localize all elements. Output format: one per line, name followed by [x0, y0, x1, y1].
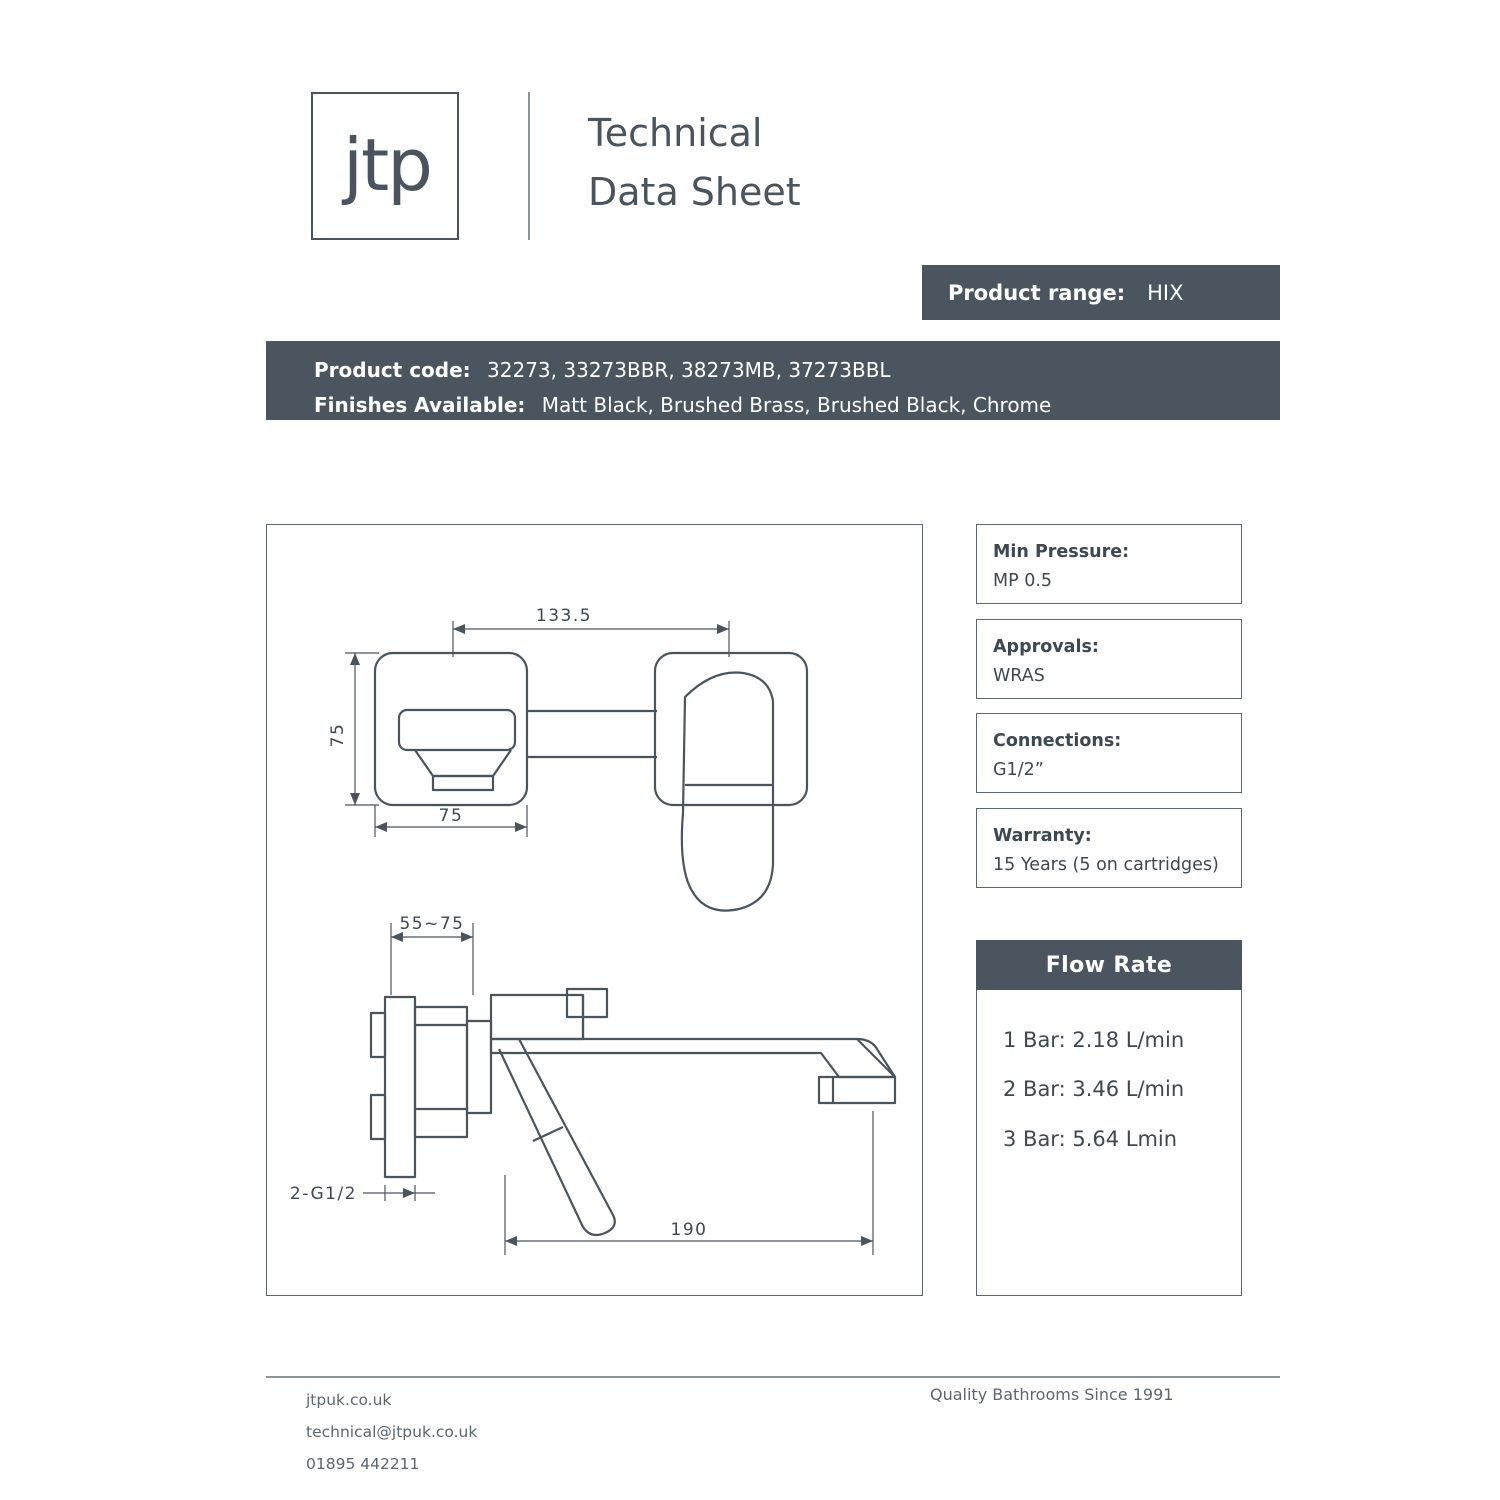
- title-line-2: Data Sheet: [588, 169, 801, 214]
- product-code-row: [314, 353, 1280, 388]
- title-line-1: Technical: [588, 111, 763, 155]
- jtp-logo: [311, 92, 459, 240]
- flow-rate-title: Flow Rate: [976, 940, 1242, 990]
- spec-approvals-value: WRAS: [993, 665, 1045, 686]
- dim-projection-label: 55~75: [399, 914, 465, 934]
- footer-phone: 01895 442211: [306, 1454, 420, 1473]
- dim-spout-label: 190: [670, 1220, 708, 1240]
- product-range-label: Product range:: [948, 280, 1126, 305]
- footer-tagline: Quality Bathrooms Since 1991: [930, 1385, 1174, 1404]
- product-code-value: 32273, 33273BBR, 38273MB, 37273BBL: [487, 358, 891, 382]
- spec-min-pressure: [976, 524, 1242, 604]
- technical-drawing: [267, 525, 921, 1294]
- page-title: [588, 104, 988, 222]
- flow-rate-panel: [976, 940, 1242, 1296]
- technical-drawing-panel: [266, 524, 923, 1296]
- finishes-value: Matt Black, Brushed Brass, Brushed Black, Chrome: [541, 393, 1052, 417]
- dim-top-label: 133.5: [535, 606, 593, 626]
- jtp-logo-text: jtp: [343, 123, 431, 207]
- spec-approvals: [976, 619, 1242, 699]
- footer-website[interactable]: jtpuk.co.uk: [306, 1391, 392, 1409]
- flow-rate-row: 2 Bar: 3.46 L/min: [1003, 1077, 1185, 1102]
- footer-divider: [266, 1376, 1280, 1378]
- flow-rate-row: 1 Bar: 2.18 L/min: [1003, 1028, 1185, 1052]
- flow-rate-list: [976, 990, 1242, 1296]
- spec-min-pressure-key: Min Pressure:: [993, 542, 1130, 562]
- flow-rate-row: 3 Bar: 5.64 Lmin: [1003, 1126, 1178, 1151]
- spec-connections-key: Connections:: [993, 731, 1122, 751]
- finishes-label: Finishes Available:: [314, 393, 526, 417]
- product-range-banner: [922, 265, 1280, 320]
- dim-width-label: 75: [438, 806, 464, 826]
- dim-thread-label: 2-G1/2: [289, 1184, 357, 1204]
- spec-min-pressure-value: MP 0.5: [993, 570, 1053, 591]
- footer-contact: [306, 1385, 477, 1480]
- header-divider: [528, 92, 530, 240]
- product-code-label: Product code:: [314, 358, 471, 382]
- finishes-row: [314, 388, 1280, 423]
- product-range-value: HIX: [1147, 280, 1184, 305]
- spec-connections: [976, 713, 1242, 793]
- product-code-banner: [266, 341, 1280, 420]
- spec-warranty-key: Warranty:: [993, 826, 1092, 846]
- dim-height-label: 75: [328, 722, 348, 748]
- spec-warranty-value: 15 Years (5 on cartridges): [993, 854, 1219, 875]
- footer-email[interactable]: technical@jtpuk.co.uk: [306, 1422, 478, 1441]
- spec-warranty: [976, 808, 1242, 888]
- spec-approvals-key: Approvals:: [993, 637, 1099, 657]
- spec-connections-value: G1/2”: [993, 759, 1044, 780]
